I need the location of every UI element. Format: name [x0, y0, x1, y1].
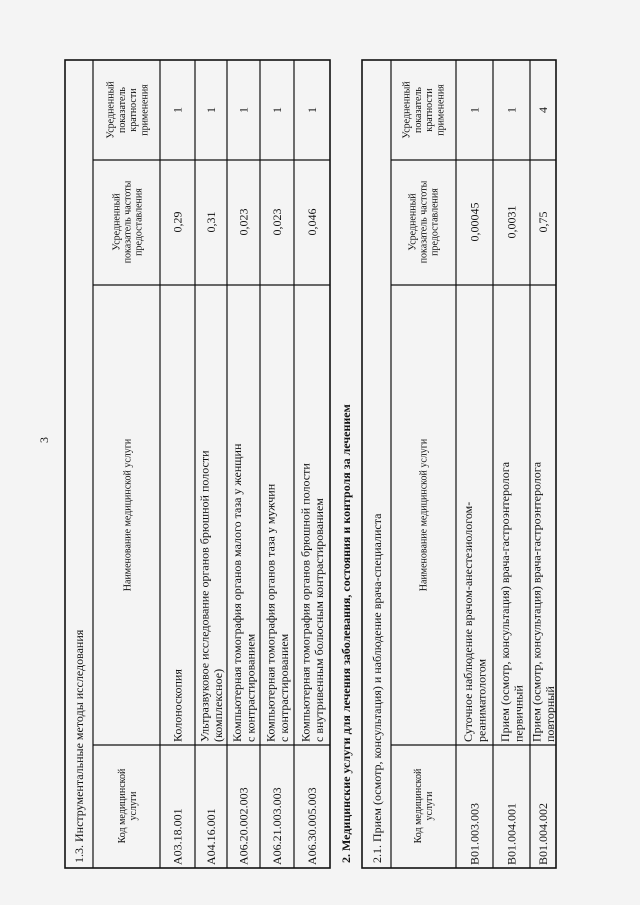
- section_1_3-row-mult: 1: [270, 107, 285, 113]
- section_2-header-freq: Усредненныйпоказатель частотыпредоставления: [407, 180, 441, 264]
- section_1_3-row-freq: 0,29: [170, 211, 185, 233]
- section_1_3-row-name: Компьютерная томография органов малого таза у женщинс контрастированием: [229, 443, 258, 742]
- section_2-row-mult: 1: [504, 107, 519, 113]
- section_2-row-code: B01.004.002: [536, 802, 551, 865]
- section_1_3-row-mult: 1: [170, 107, 185, 113]
- section_2-row-name: Прием (осмотр, консультация) врача-гастроэнтерологаповторный: [529, 461, 557, 742]
- section_2-row-name: Прием (осмотр, консультация) врача-гастроэнтерологапервичный: [497, 461, 526, 742]
- section_1_3-row-mult: 1: [236, 107, 251, 113]
- section_2-row-freq: 0,75: [536, 211, 551, 233]
- section_1_3-header-freq: Усредненныйпоказатель частотыпредоставления: [111, 180, 145, 264]
- section_1_3-row-name: Ультразвуковое исследование органов брюшной полости(комплексное): [197, 450, 225, 742]
- section_2-row-freq: 0,00045: [467, 202, 482, 242]
- section_2-row-mult: 1: [467, 107, 482, 113]
- section_2-row-freq: 0,0031: [504, 205, 519, 239]
- section_1_3-header-name: Наименование медицинской услуги: [122, 438, 134, 592]
- section_1_3-row-code: A06.20.002.003: [236, 787, 251, 865]
- section_2-row-name: Суточное наблюдение врачом-анестезиологом-реаниматологом: [460, 501, 489, 742]
- section_1_3-row-freq: 0,046: [305, 208, 320, 236]
- section_1_3-row-freq: 0,023: [236, 208, 251, 236]
- section_1_3-title: 1.3. Инструментальные методы исследования: [72, 629, 87, 863]
- section_2-row-code: B01.003.003: [467, 802, 482, 865]
- section_1_3-row-name: Компьютерная томография органов таза у мужчинс контрастированием: [263, 483, 291, 742]
- section_2-row-code: B01.004.001: [504, 802, 519, 865]
- section_1_3-header-code: Код медицинскойуслуги: [116, 768, 140, 844]
- section_1_3-row-name: Компьютерная томография органов брюшной полостис внутривенным болюсным контрастированием: [298, 463, 326, 742]
- section_1_3-row-code: A06.30.005.003: [305, 787, 320, 865]
- section_2-header-code: Код медицинскойуслуги: [412, 768, 436, 844]
- section_2-header-name: Наименование медицинской услуги: [418, 438, 430, 592]
- section_1_3-row-code: A06.21.003.003: [270, 787, 285, 865]
- section-2-heading: 2. Медицинские услуги для лечения заболевания, состояния и контроля за лечением: [339, 404, 354, 863]
- section_1_3-row-name: Колоноскопия: [170, 669, 185, 742]
- section_2-row-mult: 4: [536, 107, 551, 113]
- section_2-subtitle: 2.1. Прием (осмотр, консультация) и наблюдение врача-специалиста: [370, 513, 385, 863]
- section_1_3-row-mult: 1: [204, 107, 219, 113]
- section_1_3-header-mult: Усредненныйпоказателькратностиприменения: [105, 81, 151, 139]
- section_1_3-row-code: A03.18.001: [170, 808, 185, 865]
- section_1_3-row-code: A04.16.001: [204, 808, 219, 865]
- section_1_3-row-freq: 0,023: [270, 208, 285, 236]
- section_1_3-row-mult: 1: [305, 107, 320, 113]
- section_2-header-mult: Усредненныйпоказателькратностиприменения: [401, 81, 447, 139]
- section_1_3-row-freq: 0,31: [204, 211, 219, 233]
- page-number: 3: [37, 437, 51, 443]
